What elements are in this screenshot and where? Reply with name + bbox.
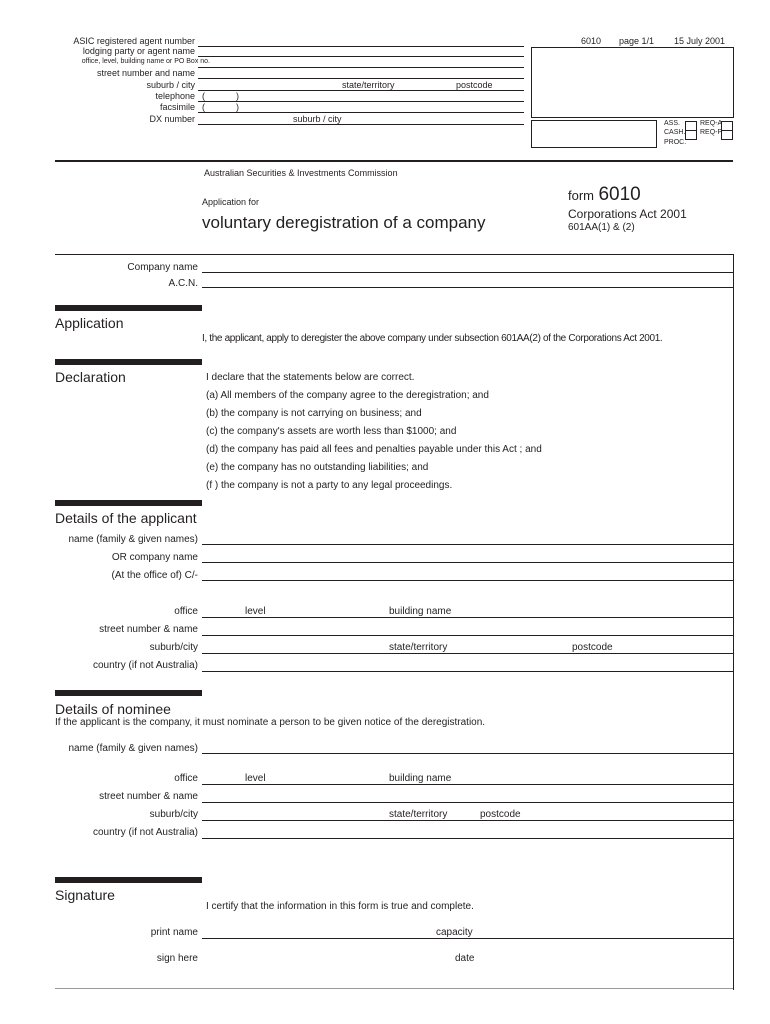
applicant-heading: Details of the applicant	[55, 510, 197, 526]
application-bar	[55, 305, 202, 311]
applicant-suburb-label: suburb/city	[149, 642, 198, 653]
date-label: date	[455, 953, 475, 964]
applicant-care-of-label: (At the office of) C/-	[111, 570, 198, 581]
office-label: office, level, building name or PO Box no.	[81, 58, 210, 65]
req-p-label: REQ-P	[700, 129, 723, 136]
application-statement: I, the applicant, apply to deregister the above company under subsection 601AA(2) of the Corporations Act 2001.	[202, 333, 663, 344]
nominee-suburb-field[interactable]	[202, 820, 733, 821]
page-indicator: page 1/1	[619, 36, 655, 46]
company-name-field[interactable]	[202, 272, 733, 273]
sign-here-label: sign here	[156, 953, 198, 964]
form-date: 15 July 2001	[674, 36, 726, 46]
applicant-street-field[interactable]	[202, 635, 733, 636]
act-name: Corporations Act 2001	[568, 207, 687, 221]
applicant-office-label: office	[174, 606, 198, 617]
declaration-item: (d) the company has paid all fees and penalties payable under this Act ; and	[206, 444, 542, 455]
nominee-name-field[interactable]	[202, 753, 733, 754]
nominee-street-label: street number & name	[99, 791, 198, 802]
application-heading: Application	[55, 315, 124, 331]
nominee-name-label: name (family & given names)	[68, 743, 198, 754]
barcode-box	[531, 120, 657, 148]
form-number-heading	[568, 184, 641, 207]
telephone-paren-close: )	[236, 91, 239, 101]
certify-statement: I certify that the information in this form is true and complete.	[206, 901, 474, 912]
nominee-note: If the applicant is the company, it must nominate a person to be given notice of the deregistration.	[55, 717, 486, 728]
lodging-party-line[interactable]	[198, 56, 524, 57]
applicant-building-label: building name	[389, 606, 452, 617]
telephone-label: telephone	[155, 91, 195, 101]
nominee-suburb-label: suburb/city	[149, 809, 198, 820]
declaration-item: (b) the company is not carrying on business; and	[206, 408, 422, 419]
suburb-label: suburb / city	[146, 80, 195, 90]
declaration-item: (c) the company's assets are worth less than $1000; and	[206, 426, 457, 437]
cash-label: CASH.	[664, 129, 686, 136]
title-divider	[55, 254, 733, 255]
agent-number-label: ASIC registered agent number	[73, 36, 195, 46]
nominee-office-field[interactable]	[202, 784, 733, 785]
right-margin-rule	[733, 254, 734, 990]
acn-field[interactable]	[202, 287, 733, 288]
declaration-item: (e) the company has no outstanding liabilities; and	[206, 462, 429, 473]
header-divider	[55, 160, 733, 162]
applicant-company-field[interactable]	[202, 562, 733, 563]
form-number: 6010	[598, 184, 641, 205]
postcode-label: postcode	[456, 80, 493, 90]
nominee-country-field[interactable]	[202, 838, 733, 839]
company-name-label: Company name	[127, 262, 198, 273]
street-line[interactable]	[198, 78, 524, 79]
applicant-country-label: country (if not Australia)	[92, 660, 198, 671]
telephone-paren-open: (	[202, 91, 205, 101]
dx-suburb-label: suburb / city	[293, 114, 342, 124]
applicant-bar	[55, 500, 202, 506]
nominee-bar	[55, 690, 202, 696]
nominee-street-field[interactable]	[202, 802, 733, 803]
ass-label: ASS.	[664, 120, 680, 127]
act-section: 601AA(1) & (2)	[568, 222, 635, 233]
facsimile-line[interactable]	[198, 112, 524, 113]
state-territory-label: state/territory	[342, 80, 395, 90]
applicant-street-label: street number & name	[99, 624, 198, 635]
telephone-line[interactable]	[198, 101, 524, 102]
footer-divider	[55, 988, 733, 989]
declaration-item: (f ) the company is not a party to any legal proceedings.	[206, 480, 453, 491]
nominee-building-label: building name	[389, 773, 452, 784]
nominee-level-label: level	[245, 773, 266, 784]
applicant-state-label: state/territory	[389, 642, 448, 653]
office-line[interactable]	[198, 67, 524, 68]
applicant-name-label: name (family & given names)	[68, 534, 198, 545]
nominee-postcode-label: postcode	[480, 809, 521, 820]
declaration-item: (a) All members of the company agree to the deregistration; and	[206, 390, 489, 401]
req-p-checkbox[interactable]	[721, 130, 733, 140]
lodging-party-label: lodging party or agent name	[82, 46, 195, 56]
applicant-postcode-label: postcode	[572, 642, 613, 653]
street-label: street number and name	[96, 68, 195, 78]
form-title: voluntary deregistration of a company	[202, 213, 486, 232]
applicant-suburb-field[interactable]	[202, 653, 733, 654]
signature-heading: Signature	[55, 887, 115, 903]
cash-checkbox[interactable]	[685, 130, 697, 140]
capacity-label: capacity	[436, 927, 473, 938]
form-word: form	[568, 188, 594, 203]
agent-number-line[interactable]	[198, 46, 524, 47]
declaration-intro: I declare that the statements below are correct.	[206, 372, 415, 383]
acn-label: A.C.N.	[168, 278, 198, 289]
declaration-bar	[55, 359, 202, 365]
print-name-label: print name	[150, 927, 198, 938]
print-name-field[interactable]	[202, 938, 733, 939]
suburb-line[interactable]	[198, 90, 524, 91]
proc-label: PROC.	[664, 139, 687, 146]
applicant-company-label: OR company name	[111, 552, 198, 563]
nominee-office-label: office	[174, 773, 198, 784]
form-number-ref: 6010	[581, 36, 602, 46]
office-stamp-box	[531, 47, 734, 118]
applicant-level-label: level	[245, 606, 266, 617]
req-a-label: REQ-A	[700, 120, 723, 127]
application-for-label: Application for	[202, 197, 260, 207]
declaration-heading: Declaration	[55, 369, 126, 385]
nominee-heading: Details of nominee	[55, 701, 171, 717]
applicant-country-field[interactable]	[202, 671, 733, 672]
agency-name: Australian Securities & Investments Commission	[204, 168, 398, 178]
facsimile-label: facsimile	[159, 102, 195, 112]
applicant-care-of-field[interactable]	[202, 580, 733, 581]
dx-number-line[interactable]	[198, 124, 524, 125]
signature-bar	[55, 877, 202, 883]
nominee-country-label: country (if not Australia)	[92, 827, 198, 838]
dx-number-label: DX number	[149, 114, 195, 124]
facsimile-paren-close: )	[236, 102, 239, 112]
facsimile-paren-open: (	[202, 102, 205, 112]
applicant-office-field[interactable]	[202, 617, 733, 618]
applicant-name-field[interactable]	[202, 544, 733, 545]
nominee-state-label: state/territory	[389, 809, 448, 820]
